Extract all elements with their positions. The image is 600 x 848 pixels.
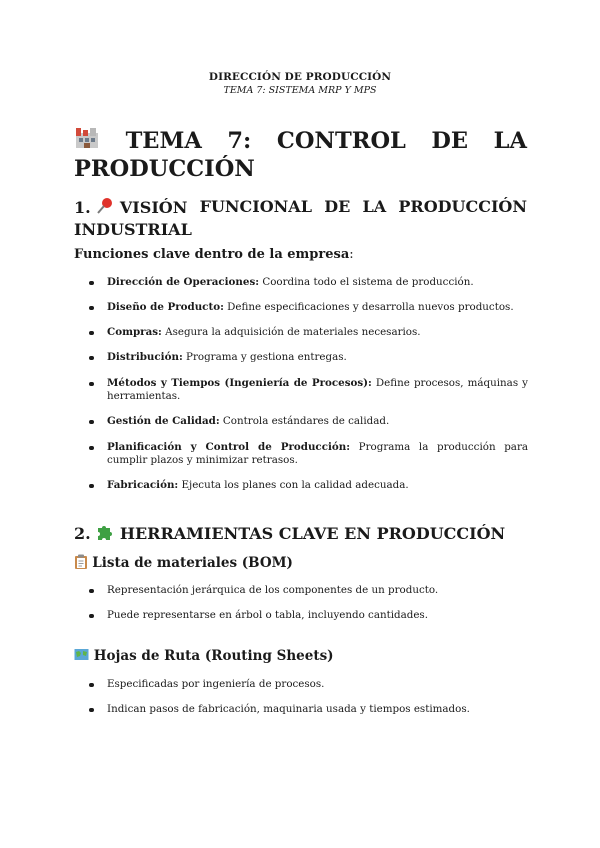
- section-1-word-5: PRODUCCIÓN: [398, 197, 527, 216]
- title-word-4: DE: [431, 128, 469, 154]
- section-1-number: 1.: [74, 198, 91, 217]
- list-item: [91, 326, 528, 339]
- section-1-heading: [74, 197, 527, 240]
- item-text: Asegura la adquisición de materiales necesarios.: [161, 326, 421, 338]
- pushpin-icon: [96, 197, 114, 220]
- factory-icon: [74, 127, 100, 156]
- title-word-1: TEMA: [125, 128, 202, 154]
- clipboard-icon: [74, 554, 88, 573]
- list-item: Representación jerárquica de los componentes de un producto.: [91, 584, 528, 597]
- lead-text: Funciones clave dentro de la empresa: [74, 247, 350, 262]
- list-item: [91, 276, 528, 289]
- lead-colon: :: [349, 247, 354, 262]
- item-term: Distribución:: [107, 351, 183, 363]
- list-item: Puede representarse en árbol o tabla, incluyendo cantidades.: [91, 609, 528, 622]
- section-1-word-1: VISIÓN: [119, 198, 188, 217]
- item-term: Compras:: [107, 326, 162, 338]
- section-1-word-2: FUNCIONAL: [199, 197, 312, 216]
- item-text: Ejecuta los planes con la calidad adecuada.: [178, 479, 409, 491]
- title-word-5: LA: [493, 128, 527, 154]
- page-title: [74, 127, 527, 183]
- item-term: Planificación y Control de Producción:: [107, 441, 351, 453]
- section-2-title: HERRAMIENTAS CLAVE EN PRODUCCIÓN: [119, 524, 506, 543]
- section-1-word-4: LA: [362, 197, 387, 216]
- item-term: Métodos y Tiempos (Ingeniería de Procesos):: [107, 377, 372, 389]
- list-item: [91, 377, 528, 403]
- item-term: Diseño de Producto:: [107, 301, 224, 313]
- list-item: [91, 479, 528, 492]
- bom-heading: [74, 554, 293, 573]
- title-word-3: CONTROL: [276, 128, 406, 154]
- routing-heading: [74, 648, 334, 665]
- header-title: DIRECCIÓN DE PRODUCCIÓN: [208, 71, 392, 83]
- world-map-icon: [74, 648, 89, 665]
- item-text: Coordina todo el sistema de producción.: [259, 276, 474, 288]
- list-item: [91, 415, 528, 428]
- list-item: [91, 301, 528, 314]
- item-text: Define especificaciones y desarrolla nuevos productos.: [223, 301, 514, 313]
- puzzle-piece-icon: [96, 523, 114, 546]
- item-term: Dirección de Operaciones:: [107, 276, 260, 288]
- section-1-line-2: INDUSTRIAL: [74, 220, 192, 239]
- title-word-2: 7:: [227, 128, 252, 154]
- bom-title: Lista de materiales (BOM): [92, 555, 293, 571]
- list-item: Indican pasos de fabricación, maquinaria usada y tiempos estimados.: [91, 703, 528, 716]
- routing-title: Hojas de Ruta (Routing Sheets): [93, 648, 334, 664]
- item-text: Programa y gestiona entregas.: [182, 351, 347, 363]
- item-term: Fabricación:: [107, 479, 179, 491]
- section-2-number: 2.: [74, 524, 91, 543]
- header-subtitle: TEMA 7: SISTEMA MRP Y MPS: [223, 85, 377, 96]
- list-item: Especificadas por ingeniería de procesos.: [91, 678, 528, 691]
- section-1-word-3: DE: [324, 197, 351, 216]
- list-item: [91, 351, 528, 364]
- item-text: Define procesos, máquinas y herramientas.: [107, 377, 528, 402]
- section-1-lead: [74, 247, 354, 262]
- title-line-2: PRODUCCIÓN: [74, 156, 255, 182]
- item-text: Programa la producción para cumplir plazos y minimizar retrasos.: [107, 441, 528, 466]
- list-item: [91, 441, 528, 467]
- item-term: Gestión de Calidad:: [107, 415, 220, 427]
- item-text: Controla estándares de calidad.: [219, 415, 390, 427]
- section-2-heading: [74, 523, 527, 546]
